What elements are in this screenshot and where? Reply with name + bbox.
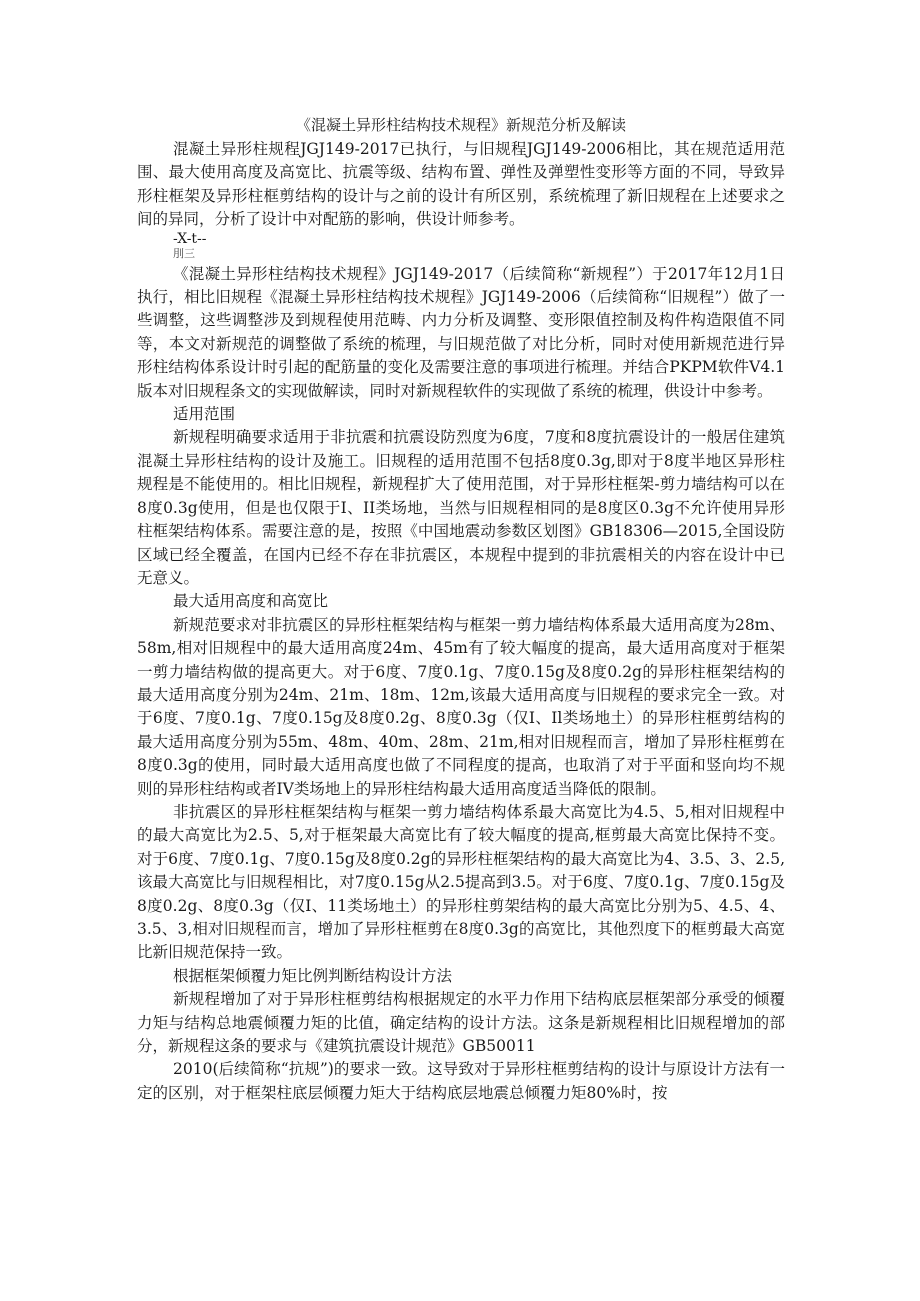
section-height-paragraph-2: 非抗震区的异形柱框架结构与框架一剪力墙结构体系最大高宽比为4.5、5,相对旧规程中的最大高宽比为2.5、5,对于框架最大高宽比有了较大幅度的提高,框剪最大高宽比保持不变。对于6度、7度0.1g、7度0.15g及8度0.2g的异形柱框架结构的最大高宽比为4、3.5、3、2.5,该最大高宽比与旧规程相比，对7度0.15g从2.5提高到3.5。对于6度、7度0.1g、7度0.15g及8度0.2g、8度0.3g（仅I、11类场地土）的异形柱剪架结构的最大高宽比分别为5、4.5、4、3.5、3,相对旧规程而言，增加了异形柱框剪在8度0.3g的高宽比，其他烈度下的框剪最大高宽比新旧规范保持一致。 bbox=[137, 802, 785, 962]
document-title: 《混凝土异形柱结构技术规程》新规范分析及解读 bbox=[295, 116, 626, 134]
section-scope-paragraph: 新规程明确要求适用于非抗震和抗震设防烈度为6度，7度和8度抗震设计的一般居住建筑混凝土异形柱结构的设计及施工。旧规程的适用范围不包括8度0.3g,即对于8度半地区异形柱规程是不能使用的。相比旧规程，新规程扩大了使用范围，对于异形柱框架-剪力墙结构可以在8度0.3g使用，但是也仅限于I、II类场地，当然与旧规程相同的是8度区0.3g不允许使用异形柱框架结构体系。需要注意的是，按照《中国地震动参数区划图》GB18306—2015,全国设防区域已经全覆盖，在国内已经不存在非抗震区，本规程中提到的非抗震相关的内容在设计中已无意义。 bbox=[137, 428, 785, 587]
section-overturning-paragraph-2: 2010(后续简称“抗规”)的要求一致。这导致对于异形柱框剪结构的设计与原设计方法有一定的区别，对于框架柱底层倾覆力矩大于结构底层地震总倾覆力矩80%时，按 bbox=[137, 1060, 785, 1102]
abstract-paragraph: 混凝土异形柱规程JGJ149-2017已执行，与旧规程JGJ149-2006相比，其在规范适用范围、最大使用高度及高宽比、抗震等级、结构布置、弹性及弹塑性变形等方面的不同，导致异形柱框架及异形柱框剪结构的设计与之前的设计有所区别，系统梳理了新旧规程在上述要求之间的异同，分析了设计中对配筋的影响，供设计师参考。 bbox=[137, 140, 785, 229]
document-page bbox=[137, 112, 785, 1105]
section-heading-scope: 适用范围 bbox=[173, 405, 236, 424]
section-height-paragraph-1: 新规范要求对非抗震区的异形柱框架结构与框架一剪力墙结构体系最大适用高度为28m、58m,相对旧规程中的最大适用高度24m、45m有了较大幅度的提高，最大适用高度对于框架一剪力墙结构做的提高更大。对于6度、7度0.1g、7度0.15g及8度0.2g的异形柱框架结构的最大适用高度分别为24m、21m、18m、12m,该最大适用高度与旧规程的要求完全一致。对于6度、7度0.1g、7度0.15g及8度0.2g、8度0.3g（仅I、Il类场地土）的异形柱框剪结构的最大适用高度分别为55m、48m、40m、28m、21m,相对旧规程而言，增加了异形柱框剪在8度0.3g的使用，同时最大适用高度也做了不同程度的提高，也取消了对于平面和竖向均不规则的异形柱结构或者IV类场地上的异形柱结构最大适用高度适当降低的限制。 bbox=[137, 615, 785, 798]
section-heading-overturning: 根据框架倾覆力矩比例判断结构设计方法 bbox=[173, 966, 453, 985]
intro-paragraph: 《混凝土异形柱结构技术规程》JGJ149-2017（后续简称“新规程”）于2017年12月1日执行，相比旧规程《混凝土异形柱结构技术规程》JGJ149-2006（后续简称“旧规程”）做了一些调整，这些调整涉及到规程使用范畴、内力分析及调整、变形限值控制及构件构造限值不同等，本文对新规范的调整做了系统的梳理，与旧规范做了对比分析，同时对使用新规范进行异形柱结构体系设计时引起的配筋量的变化及需要注意的事项进行梳理。并结合PKPM软件V4.1版本对旧规程条文的实现做解读，同时对新规程软件的实现做了系统的梳理，供设计中参考。 bbox=[137, 264, 785, 400]
section-heading-height: 最大适用高度和高宽比 bbox=[173, 592, 329, 611]
section-overturning-paragraph-1: 新规程增加了对于异形柱框剪结构根据规定的水平力作用下结构底层框架部分承受的倾覆力矩与结构总地震倾覆力矩的比值，确定结构的设计方法。这条是新规程相比旧规程增加的部分，新规程这条的要求与《建筑抗震设计规范》GB50011 bbox=[137, 990, 785, 1056]
foreword-mark: -X-t-- bbox=[173, 230, 207, 247]
foreword-label: 刖三 bbox=[173, 246, 195, 260]
